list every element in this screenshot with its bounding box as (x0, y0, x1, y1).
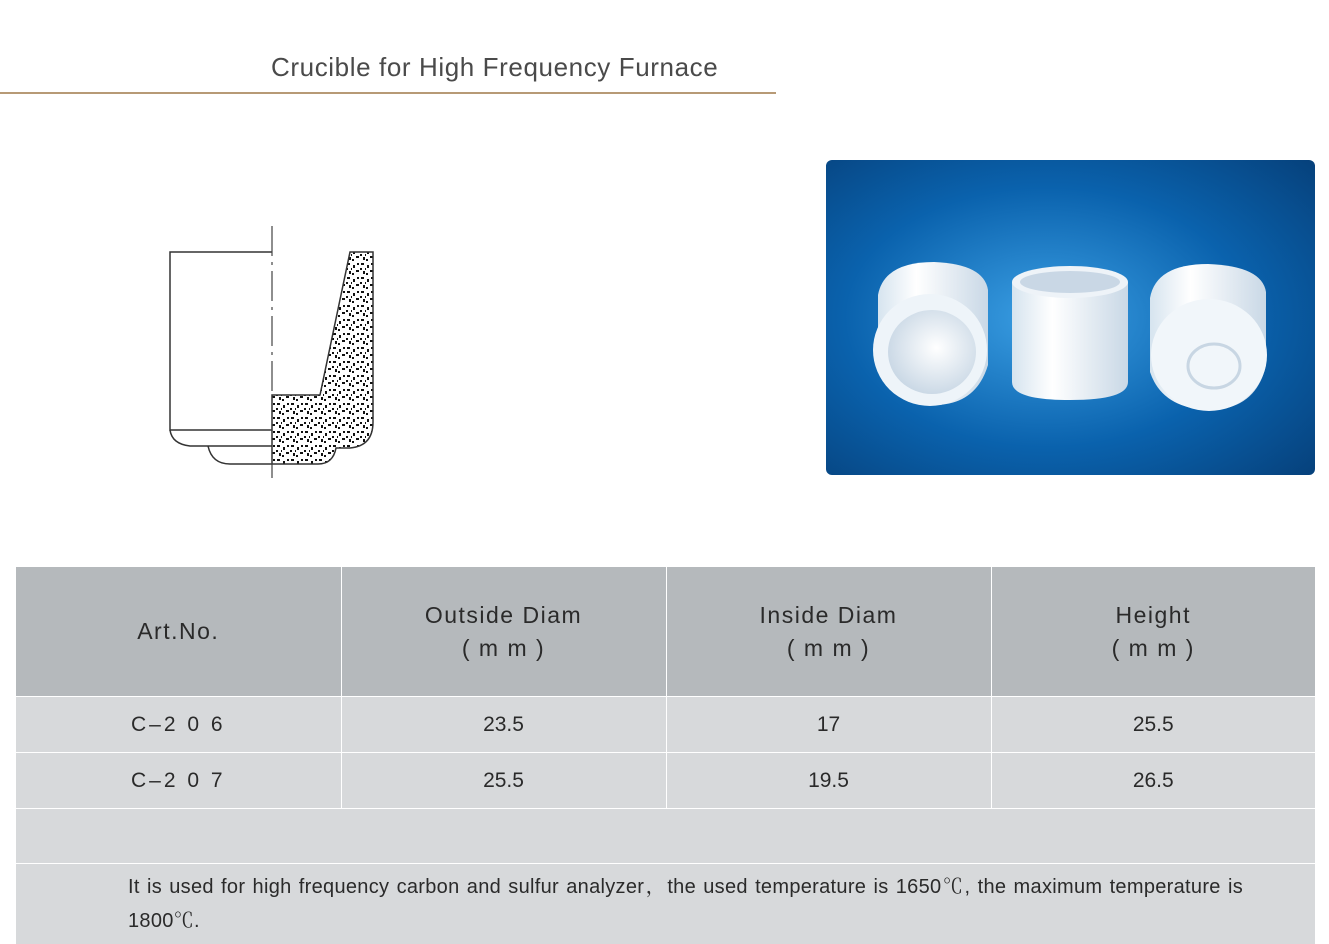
cell-outside-diam: 23.5 (341, 697, 666, 753)
cell-inside-diam: 17 (666, 697, 991, 753)
table-blank-row (16, 809, 1315, 864)
header-inside-diam (666, 567, 991, 697)
crucible-product-photo (826, 160, 1315, 475)
header-art-no (16, 567, 341, 697)
cell-art-no: C–2 0 6 (16, 697, 341, 753)
blank-cell (16, 809, 1315, 864)
header-height (991, 567, 1315, 697)
header-art-no-label: Art.No. (137, 618, 220, 644)
table-row (16, 697, 1315, 753)
cell-height: 26.5 (991, 753, 1315, 809)
cell-height: 25.5 (991, 697, 1315, 753)
crucible-cross-section-drawing (150, 220, 390, 485)
table-header-row (16, 567, 1315, 697)
specifications-table (16, 567, 1315, 944)
header-outside-diam (341, 567, 666, 697)
table-note-row (16, 864, 1315, 944)
header-outside-diam-label: Outside Diam (424, 601, 583, 628)
header-inside-diam-unit: ( m m ) (786, 634, 871, 661)
header-inside-diam-label: Inside Diam (759, 601, 898, 628)
cell-outside-diam: 25.5 (341, 753, 666, 809)
header-outside-diam-unit: ( m m ) (461, 634, 546, 661)
title-divider (0, 92, 776, 94)
cell-inside-diam: 19.5 (666, 753, 991, 809)
usage-note: It is used for high frequency carbon and sulfur analyzer，the used temperature is 1650℃, the maximum temperature is 1800℃. (16, 864, 1315, 944)
header-height-label: Height (1115, 601, 1191, 628)
header-height-unit: ( m m ) (1111, 634, 1195, 661)
table-row (16, 753, 1315, 809)
page-title: Crucible for High Frequency Furnace (271, 52, 719, 82)
cell-art-no: C–2 0 7 (16, 753, 341, 809)
